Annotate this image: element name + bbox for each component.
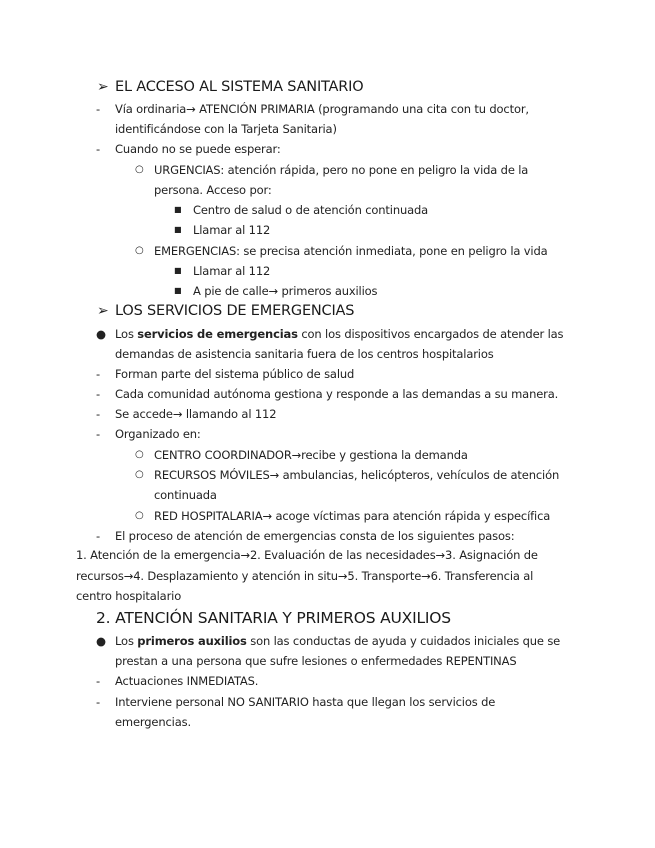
text-line: Se accede→ llamando al 112 [115,407,277,421]
text-line: identificándose con la Tarjeta Sanitaria) [115,122,337,136]
section-heading-atencion: 2. ATENCIÓN SANITARIA Y PRIMEROS AUXILIOS [96,609,451,627]
circle-bullet-icon: ○ [135,449,144,460]
text-line: Llamar al 112 [193,264,271,278]
arrow-bullet-icon: ➢ [97,303,109,319]
square-bullet-icon: ■ [174,286,182,295]
text-line: A pie de calle→ primeros auxilios [193,284,378,298]
text-line: Interviene personal NO SANITARIO hasta que llegan los servicios de [115,695,496,709]
circle-bullet-icon: ○ [135,510,144,521]
dash-bullet-icon: - [96,407,101,421]
square-bullet-icon: ■ [174,225,182,234]
dash-bullet-icon: - [96,529,101,543]
square-bullet-icon: ■ [174,266,182,275]
text-line: centro hospitalario [76,589,182,603]
dash-bullet-icon: - [96,427,101,441]
text-line: Forman parte del sistema público de salud [115,367,355,381]
dot-bullet-icon: ● [96,634,107,648]
circle-bullet-icon: ○ [135,164,144,175]
text-run: Los [115,327,138,341]
dash-bullet-icon: - [96,142,101,156]
text-line [115,324,563,344]
text-run: Los [115,634,138,648]
text-line: EMERGENCIAS: se precisa atención inmediata, pone en peligro la vida [154,244,548,258]
circle-bullet-icon: ○ [135,469,144,480]
text-line: RECURSOS MÓVILES→ ambulancias, helicópteros, vehículos de atención [154,468,560,482]
text-line: recursos→4. Desplazamiento y atención in situ→5. Transporte→6. Transferencia al [76,569,534,583]
text-run: con los dispositivos encargados de atender las [297,327,564,341]
bold-term: primeros auxilios [137,634,247,648]
section-heading-servicios: LOS SERVICIOS DE EMERGENCIAS [115,303,355,319]
text-line: prestan a una persona que sufre lesiones o enfermedades REPENTINAS [115,654,517,668]
text-line: Vía ordinaria→ ATENCIÓN PRIMARIA (programando una cita con tu doctor, [115,102,529,116]
dash-bullet-icon: - [96,695,101,709]
text-line: El proceso de atención de emergencias consta de los siguientes pasos: [115,529,515,543]
arrow-bullet-icon: ➢ [97,79,109,95]
text-line: Actuaciones INMEDIATAS. [115,674,259,688]
text-line: CENTRO COORDINADOR→recibe y gestiona la demanda [154,448,468,462]
text-line: persona. Acceso por: [154,183,272,197]
circle-bullet-icon: ○ [135,245,144,256]
text-line [115,631,560,651]
text-run: son las conductas de ayuda y cuidados iniciales que se [246,634,561,648]
section-heading-acceso: EL ACCESO AL SISTEMA SANITARIO [115,79,364,95]
text-line: demandas de asistencia sanitaria fuera de los centros hospitalarios [115,347,494,361]
dash-bullet-icon: - [96,367,101,381]
text-line: Cuando no se puede esperar: [115,142,281,156]
text-line: Centro de salud o de atención continuada [193,203,429,217]
text-line: RED HOSPITALARIA→ acoge víctimas para atención rápida y específica [154,509,551,523]
text-line: Llamar al 112 [193,223,271,237]
text-line: URGENCIAS: atención rápida, pero no pone en peligro la vida de la [154,163,529,177]
bold-term: servicios de emergencias [137,327,298,341]
dot-bullet-icon: ● [96,327,107,341]
square-bullet-icon: ■ [174,205,182,214]
text-line: emergencias. [115,715,191,729]
text-line: 1. Atención de la emergencia→2. Evaluación de las necesidades→3. Asignación de [76,548,538,562]
text-line: continuada [154,488,217,502]
dash-bullet-icon: - [96,387,101,401]
text-line: Cada comunidad autónoma gestiona y responde a las demandas a su manera. [115,387,559,401]
dash-bullet-icon: - [96,674,101,688]
text-line: Organizado en: [115,427,201,441]
dash-bullet-icon: - [96,102,101,116]
